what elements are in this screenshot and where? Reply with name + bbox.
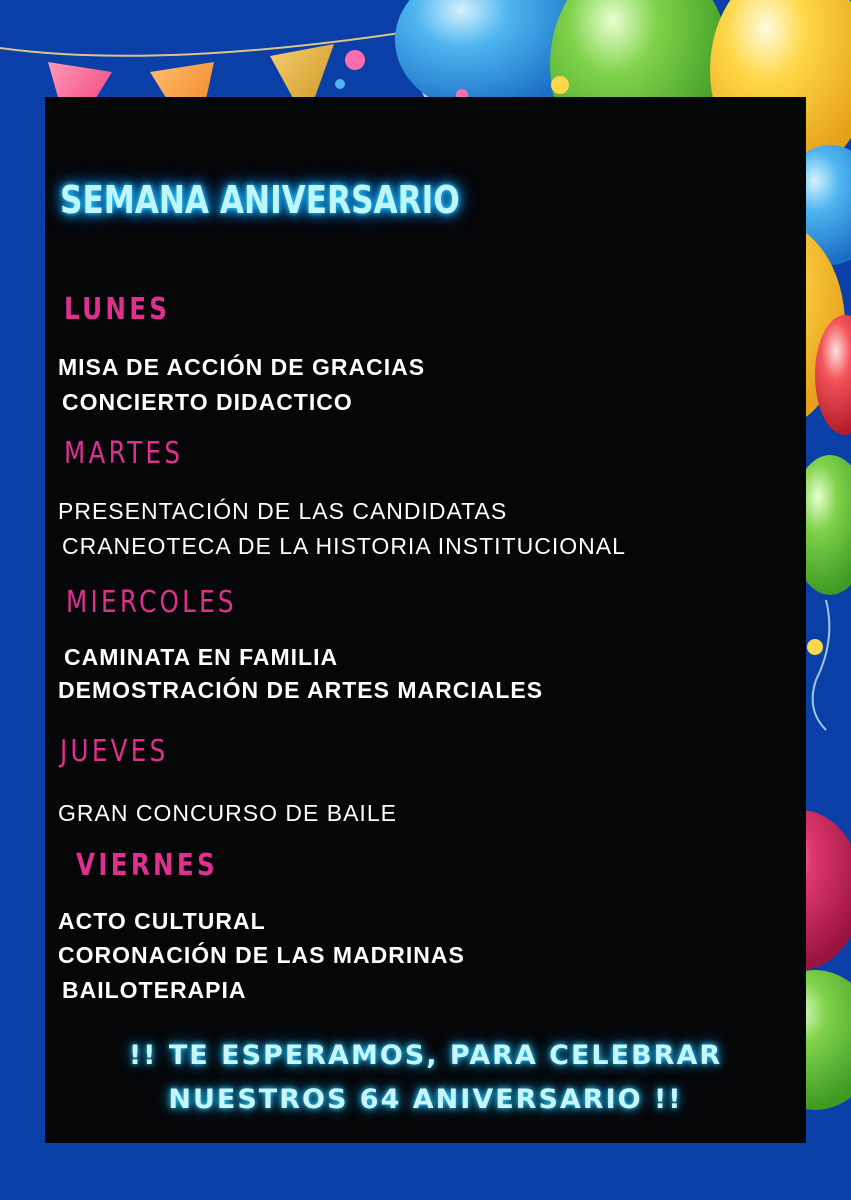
- event-item: CRANEOTECA DE LA HISTORIA INSTITUCIONAL: [62, 533, 626, 559]
- day-label-jueves: JUEVES: [60, 734, 169, 769]
- event-item: CAMINATA EN FAMILIA: [64, 644, 339, 670]
- closing-line-2: NUESTROS 64 ANIVERSARIO !!: [168, 1084, 683, 1115]
- day-label-viernes: VIERNES: [76, 848, 219, 883]
- event-item: GRAN CONCURSO DE BAILE: [58, 800, 397, 826]
- closing-line-1: !! TE ESPERAMOS, PARA CELEBRAR: [128, 1040, 723, 1071]
- event-item: PRESENTACIÓN DE LAS CANDIDATAS: [58, 498, 508, 524]
- event-item: CORONACIÓN DE LAS MADRINAS: [58, 942, 465, 968]
- event-item: DEMOSTRACIÓN DE ARTES MARCIALES: [58, 677, 544, 703]
- event-item: MISA DE ACCIÓN DE GRACIAS: [58, 354, 426, 380]
- event-item: CONCIERTO DIDACTICO: [62, 389, 353, 415]
- event-item: ACTO CULTURAL: [58, 908, 266, 934]
- day-label-martes: MARTES: [64, 436, 184, 471]
- page-title: SEMANA ANIVERSARIO: [60, 178, 460, 222]
- day-label-lunes: LUNES: [64, 292, 171, 327]
- event-item: BAILOTERAPIA: [62, 977, 247, 1003]
- day-label-miercoles: MIERCOLES: [66, 585, 237, 620]
